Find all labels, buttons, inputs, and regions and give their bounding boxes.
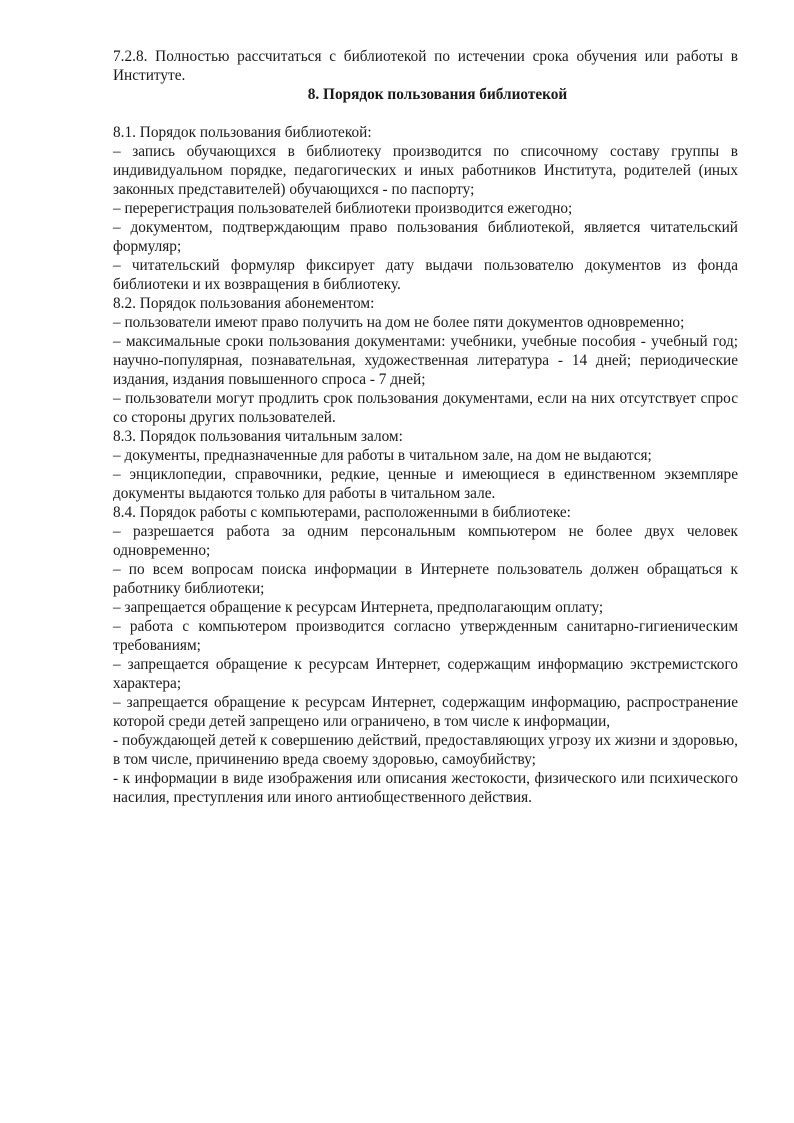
list-item: – документом, подтверждающим право пользования библиотекой, является читательский формуляр; — [113, 219, 738, 255]
list-item: – пользователи имеют право получить на дом не более пяти документов одновременно; — [113, 314, 685, 331]
list-item: – читательский формуляр фиксирует дату выдачи пользователю документов из фонда библиотеки и их возвращения в библиотеку. — [113, 257, 738, 293]
list-item: – документы, предназначенные для работы в читальном зале, на дом не выдаются; — [113, 447, 652, 464]
list-item: – запрещается обращение к ресурсам Интернет, содержащим информацию экстремистского характера; — [113, 656, 738, 692]
list-item: – по всем вопросам поиска информации в Интернете пользователь должен обращаться к работнику библиотеки; — [113, 561, 738, 597]
list-item: – работа с компьютером производится согласно утвержденным санитарно-гигиеническим требованиям; — [113, 618, 738, 654]
sub-list-item: - к информации в виде изображения или описания жестокости, физического или психического насилия, преступления или иного антиобщественного действия. — [113, 770, 738, 806]
list-item: – перерегистрация пользователей библиотеки производится ежегодно; — [113, 200, 573, 217]
list-item: – разрешается работа за одним персональным компьютером не более двух человек одновременно; — [113, 523, 738, 559]
list-item: – максимальные сроки пользования документами: учебники, учебные пособия - учебный год; научно-популярная, познавательная, художественная литература - 14 дней; периодические издания, издания повышенного спроса - 7 дней; — [113, 333, 738, 388]
subsection-heading-8-3: 8.3. Порядок пользования читальным залом: — [113, 428, 403, 445]
list-item: – энциклопедии, справочники, редкие, ценные и имеющиеся в единственном экземпляре документы выдаются только для работы в читальном зале. — [113, 466, 738, 502]
spacer — [113, 104, 738, 123]
subsection-heading-8-2: 8.2. Порядок пользования абонементом: — [113, 295, 375, 312]
section-title: 8. Порядок пользования библиотекой — [307, 86, 568, 103]
list-item: – запрещается обращение к ресурсам Интернет, содержащим информацию, распространение которой среди детей запрещено или ограничено, в том числе к информации, — [113, 694, 738, 730]
list-item: – пользователи могут продлить срок пользования документами, если на них отсутствует спрос со стороны других пользователей. — [113, 390, 738, 426]
document-page — [113, 47, 738, 807]
clause-7-2-8: 7.2.8. Полностью рассчитаться с библиотекой по истечении срока обучения или работы в Институте. — [113, 48, 738, 84]
sub-list-item: - побуждающей детей к совершению действий, предоставляющих угрозу их жизни и здоровью, в том числе, причинению вреда своему здоровью, самоубийству; — [113, 732, 738, 768]
list-item: – запись обучающихся в библиотеку производится по списочному составу группы в индивидуальном порядке, педагогических и иных работников Института, родителей (иных законных представителей) обучающихся - по паспорту; — [113, 143, 738, 198]
subsection-heading-8-1: 8.1. Порядок пользования библиотекой: — [113, 124, 372, 141]
list-item: – запрещается обращение к ресурсам Интернета, предполагающим оплату; — [113, 599, 604, 616]
subsection-heading-8-4: 8.4. Порядок работы с компьютерами, расположенными в библиотеке: — [113, 504, 571, 521]
